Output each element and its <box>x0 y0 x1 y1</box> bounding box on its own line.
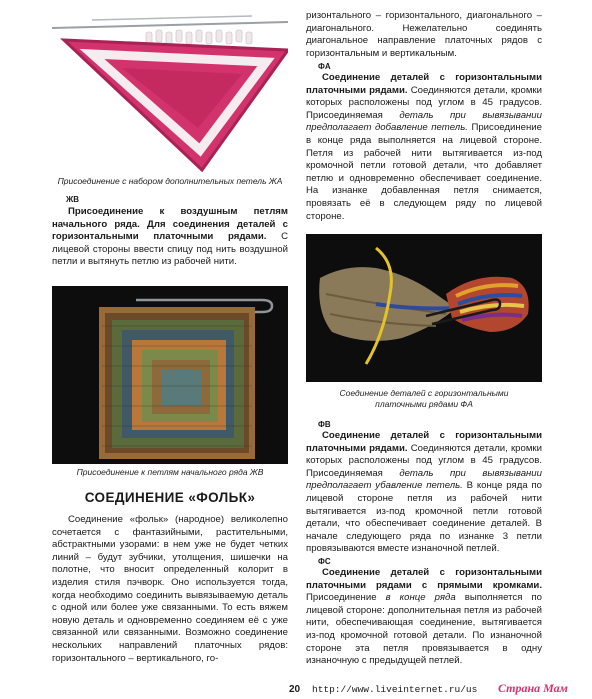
photo-pink-knitted-triangle <box>52 10 288 172</box>
marker-f-c: ФC <box>318 557 331 566</box>
photo-knitted-square-safety-pin <box>52 286 288 464</box>
caption-figure-2: Присоединение к петлям начального ряда ЖB <box>76 467 264 477</box>
paragraph-f-c: Соединение деталей с горизонтальными платочными рядами с прямыми кромками. Присоединение в конце ряда выполняется по лицевой стороне: дополнительная петля из рабочей нити, обеспечивающая соединение, вытягивается из-под кромочной готовой детали. По изнаночной стороне эта петля провязывается в одну изнаночную с предыдущей петлей. <box>306 567 543 667</box>
caption-figure-1: Присоединение с набором дополнительных петель ЖA <box>57 176 283 186</box>
paragraph-right-top: ризонтального – горизонтального, диагонального – диагонального. Нежелательно соединять диагональное направление платочных рядов с горизонтальным и вертикальным. <box>306 10 542 59</box>
paragraph-zh-b: Присоединение к воздушным петлям начального ряда. Для соединения деталей с горизонтальными платочными рядами. С лицевой стороны ввести спицу под нить воздушной петли и вытянуть петлю из рабочей нити. <box>52 206 288 268</box>
page-number: 20 <box>289 684 301 695</box>
photo-knitted-parts-with-pin <box>306 234 542 382</box>
section-heading-folk: СОЕДИНЕНИЕ «ФОЛЬК» <box>84 490 256 505</box>
caption-figure-3 <box>306 388 542 410</box>
paragraph-f-a: Соединение деталей с горизонтальными платочными рядами. Соединяются детали, кромки которых расположены под углом в 45 градусов. Присоединяемая деталь при вывязывании предполагает добавление петель. Присоединение в конце ряда выполняется на лицевой стороне. Петля из рабочей нити вытягивается из-под кромочной петли готовой детали, что добавляет петлю и одновременно обеспечивает соединение. На изнанке добавленная петля снимается, провязать её в следующем ряду по лицевой стороне. <box>306 72 542 222</box>
marker-f-a: ФA <box>318 62 331 71</box>
paragraph-folk: Соединение «фольк» (народное) великолепно сочетается с фантазийными, растительными, абстрактными узорами: в нем уже не будет четких линий – будут зубчики, утолщения, шишечки на полотне, что вносит определенный колорит в изделия стиля пэчворк. Оно используется тогда, когда необходимо соединить вывязываемую деталь с одной или более уже связанными. То есть вяжем новую деталь и одновременно соединяем её с уже связанной или связанными. Возможно соединение нескольких направлений платочных рядов: горизонтального – вертикального, го- <box>52 514 288 664</box>
source-url[interactable]: http://www.liveinternet.ru/us <box>312 684 478 695</box>
paragraph-f-b: Соединение деталей с горизонтальными платочными рядами. Соединяются детали, кромки которых расположены под углом в 45 градусов. Присоединяемая деталь при вывязывании предполагает убавление петель. В конце ряда по лицевой стороне петля из рабочей нити вытягивается из-под кромочной петли готовой детали, что обеспечивает соединение деталей. В начале следующего ряда по изнанке 3 петли провязываются вместе изнаночной петлей. <box>306 430 542 555</box>
marker-zh-b: ЖB <box>66 195 80 204</box>
caption-figure-3-line2: платочными рядами ФA <box>375 399 473 409</box>
marker-f-b: ФB <box>318 420 331 429</box>
watermark-logo: Страна Мам <box>498 681 568 695</box>
caption-figure-3-line1: Соединение деталей с горизонтальными <box>339 388 509 398</box>
